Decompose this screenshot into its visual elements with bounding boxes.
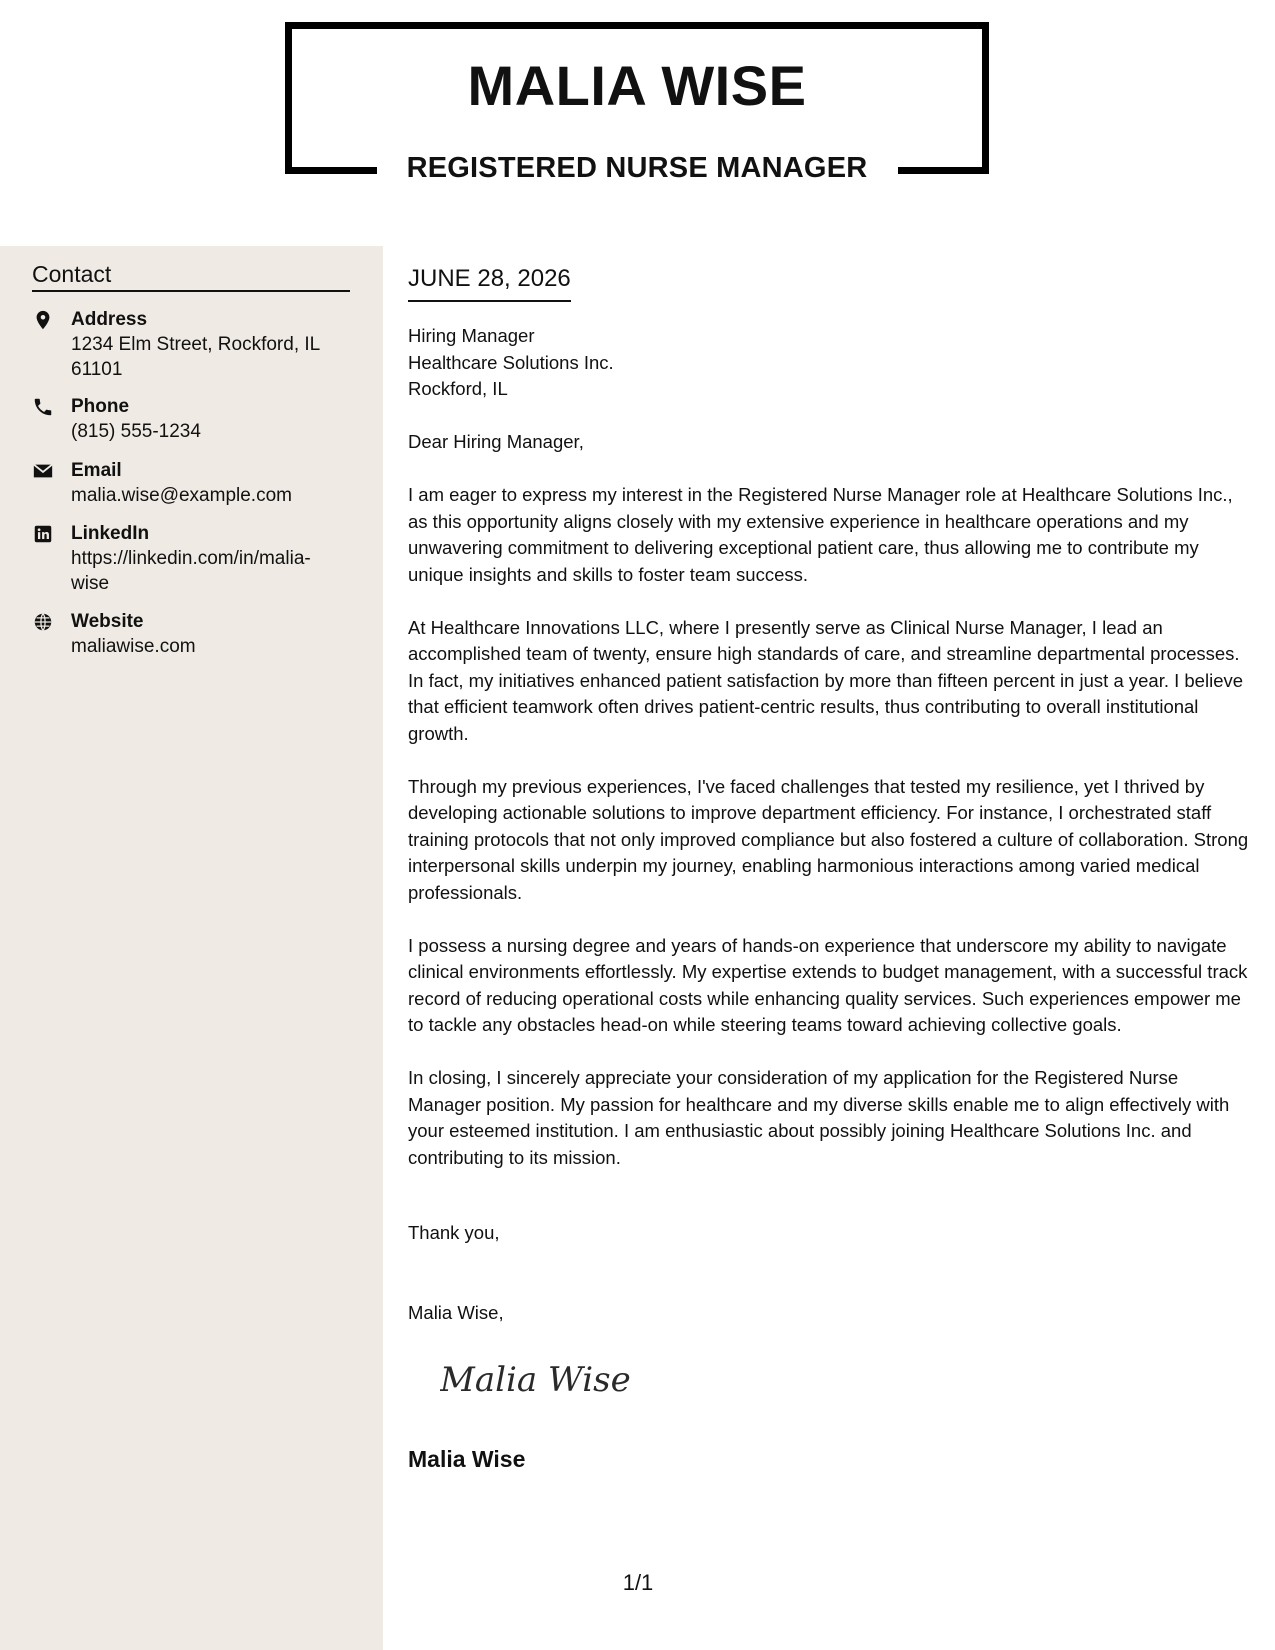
website-label: Website [71, 611, 144, 632]
linkedin-label: LinkedIn [71, 523, 150, 544]
phone-value: (815) 555-1234 [71, 421, 201, 442]
body-paragraph: I possess a nursing degree and years of hands-on experience that underscore my ability to navigate clinical environments effortlessly. My expertise extends to budget management, with a successful track record of reducing operational costs while enhancing quality services. Such experiences empower me to tackle any obstacles head-on while steering teams toward achieving collective goals. [408, 934, 1248, 1035]
letter-date: JUNE 28, 2026 [408, 265, 571, 302]
letter-body [408, 429, 1250, 1198]
body-paragraph: In closing, I sincerely appreciate your consideration of my application for the Registered Nurse Manager position. My passion for healthcare and my diverse skills enable me to align effectively with your esteemed institution. I am enthusiastic about possibly joining Healthcare Solutions Inc. and contributing to its mission. [408, 1067, 1230, 1168]
body-paragraph: Through my previous experiences, I've faced challenges that tested my resilience, yet I thrived by developing actionable solutions to improve department efficiency. For instance, I orchestrated staff training protocols that not only improved compliance but also fostered a culture of collaboration. Strong interpersonal skills underpin my journey, enabling harmonious interactions among varied medical professionals. [408, 775, 1249, 903]
signature-text: Malia Wise [440, 1360, 631, 1400]
salutation: Dear Hiring Manager, [408, 431, 584, 452]
envelope-icon [32, 460, 54, 482]
recipient-name: Hiring Manager [408, 325, 535, 346]
signature [440, 1355, 640, 1403]
closing: Thank you, [408, 1222, 500, 1243]
email-label: Email [71, 460, 122, 481]
contact-heading: Contact [32, 261, 350, 292]
email-value: malia.wise@example.com [71, 485, 292, 506]
typed-name: Malia Wise [408, 1446, 526, 1472]
page-number: 1/1 [622, 1570, 654, 1595]
linkedin-value[interactable]: https://linkedin.com/in/malia-wise [71, 548, 311, 594]
candidate-name: MALIA WISE [467, 54, 807, 117]
map-pin-icon [32, 309, 54, 331]
body-paragraph: At Healthcare Innovations LLC, where I presently serve as Clinical Nurse Manager, I lead an accomplished team of twenty, ensure high standards of care, and streamline departmental processes. In fact, my initiatives enhanced patient satisfaction by more than fifteen percent in just a year. I believe that efficient teamwork often drives patient-centric results, thus contributing to overall institutional growth. [408, 616, 1244, 744]
recipient-location: Rockford, IL [408, 378, 508, 399]
website-value[interactable]: maliawise.com [71, 636, 196, 657]
phone-label: Phone [71, 396, 130, 417]
sidebar [0, 246, 383, 1650]
recipient-block [408, 323, 614, 403]
globe-icon [32, 611, 54, 633]
signoff: Malia Wise, [408, 1302, 504, 1323]
job-title: REGISTERED NURSE MANAGER [406, 152, 868, 184]
linkedin-icon [32, 523, 54, 545]
address-label: Address [71, 309, 148, 330]
address-value: 1234 Elm Street, Rockford, IL 61101 [71, 334, 320, 380]
recipient-company: Healthcare Solutions Inc. [408, 351, 614, 373]
phone-icon [32, 396, 54, 418]
body-paragraph: I am eager to express my interest in the Registered Nurse Manager role at Healthcare Solutions Inc., as this opportunity aligns closely with my extensive experience in healthcare operations and my unwavering commitment to delivering exceptional patient care, thus allowing me to contribute my unique insights and skills to foster team success. [408, 484, 1233, 585]
